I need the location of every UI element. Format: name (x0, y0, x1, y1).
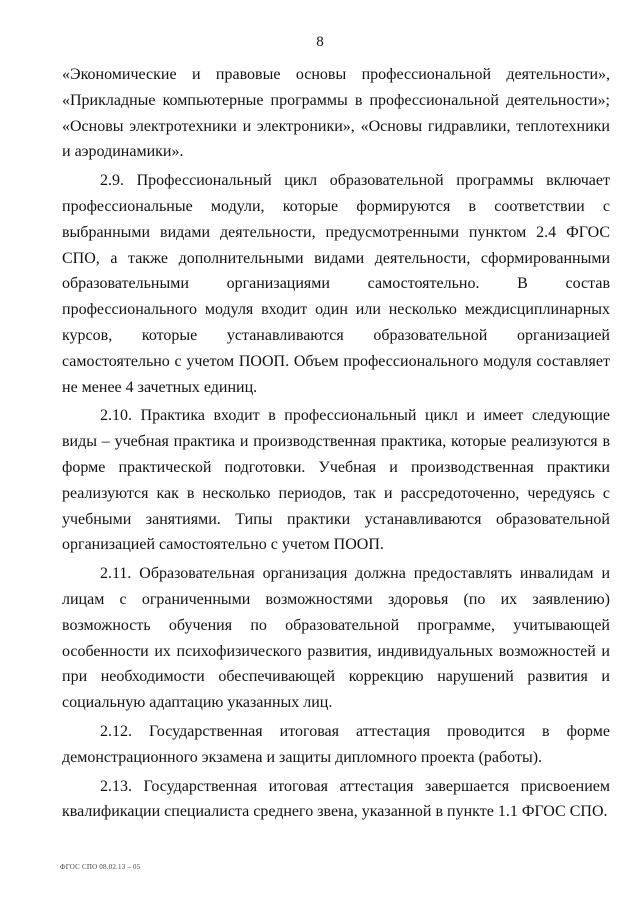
paragraph-2-9: 2.9. Профессиональный цикл образовательной программы включает профессиональные модули, которые формируются в соответствии с выбранными видами деятельности, предусмотренными пунктом 2.4 ФГОС СПО, а также дополнительными видами деятельности, сформированными образовательными организациями самостоятельно. В состав профессионального модуля входит один или несколько междисциплинарных курсов, которые устанавливаются образовательной организацией самостоятельно с учетом ПООП. Объем профессионального модуля составляет не менее 4 зачетных единиц. (62, 172, 610, 396)
page-number: 8 (316, 34, 324, 50)
paragraph-disciplines-continued: «Экономические и правовые основы профессиональной деятельности», «Прикладные компьютерные программы в профессиональной деятельности»; «Основы электротехники и электроники», «Основы гидравлики, теплотехники и аэродинамики». (62, 66, 610, 161)
paragraph-2-13: 2.13. Государственная итоговая аттестация завершается присвоением квалификации специалиста среднего звена, указанной в пункте 1.1 ФГОС СПО. (62, 777, 610, 821)
paragraph-2-12: 2.12. Государственная итоговая аттестация проводится в форме демонстрационного экзамена и защиты дипломного проекта (работы). (62, 722, 610, 766)
paragraph-2-10: 2.10. Практика входит в профессиональный цикл и имеет следующие виды – учебная практика и производственная практика, которые реализуются в форме практической подготовки. Учебная и производственная практики реализуются как в несколько периодов, так и рассредоточенно, чередуясь с учебными занятиями. Типы практики устанавливаются образовательной организацией самостоятельно с учетом ПООП. (62, 407, 610, 554)
document-footer-code: ФГОС СПО 08.02.13 – 05 (60, 863, 141, 871)
document-body (62, 62, 610, 825)
paragraph-2-11: 2.11. Образовательная организация должна предоставлять инвалидам и лицам с ограниченными возможностями здоровья (по их заявлению) возможность обучения по образовательной программе, учитывающей особенности их психофизического развития, индивидуальных возможностей и при необходимости обеспечивающей коррекцию нарушений развития и социальную адаптацию указанных лиц. (62, 565, 610, 712)
